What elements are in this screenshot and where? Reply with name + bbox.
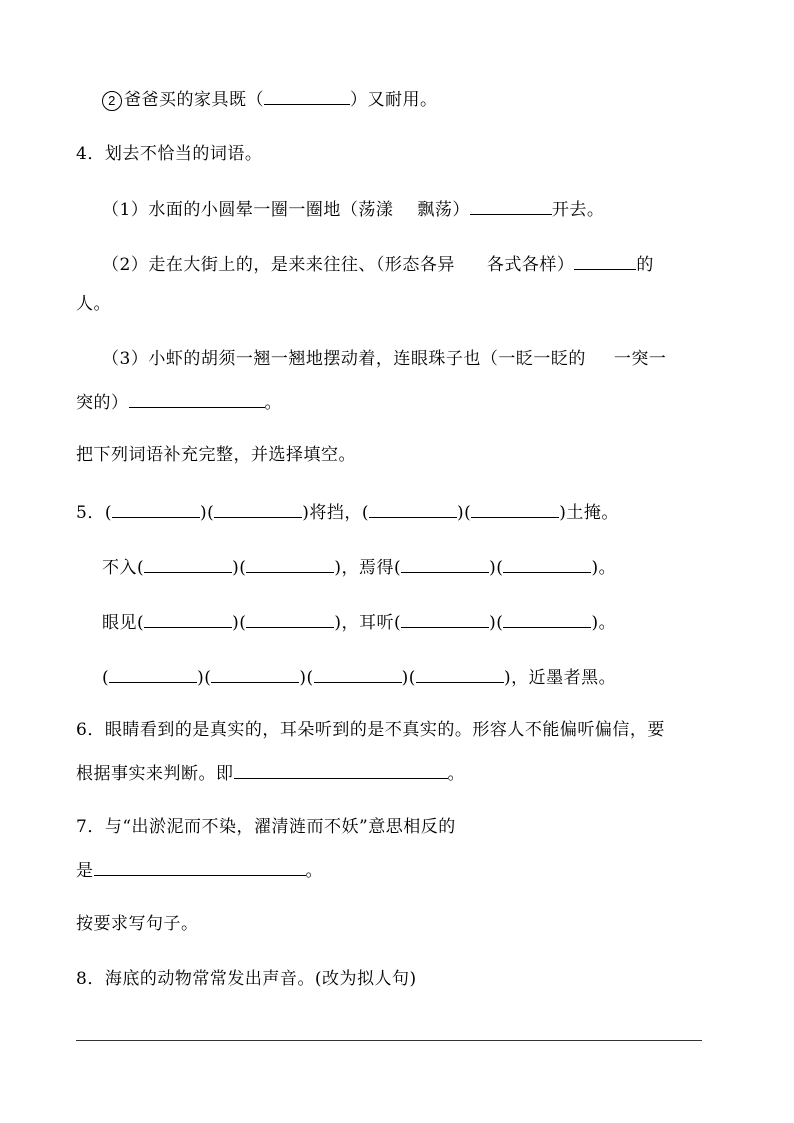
question-number: 5． [76,503,105,523]
question-text: 眼睛看到的是真实的，耳朵听到的是不真实的。形容人不能偏听偏信，要 [104,720,665,740]
question-7-continued [76,857,323,883]
question-5-line-4 [102,664,616,690]
sub-label: （1） [102,200,149,220]
text: )，耳听( [334,613,402,633]
answer-blank[interactable] [129,389,265,408]
section-heading-fill [76,443,356,467]
item-2-text-before: 爸爸买的家具既（ [124,90,264,110]
answer-blank[interactable] [109,664,197,683]
answer-blank[interactable] [112,499,200,518]
paren: )( [299,668,314,688]
question-text: 是 [76,861,94,881]
answer-blank[interactable] [144,609,232,628]
question-6 [76,718,665,742]
question-4-3-continued [76,389,282,415]
question-number: 7． [76,817,105,837]
question-number: 4． [76,144,105,164]
question-4-2-continued [76,292,111,316]
section-text: 把下列词语补充完整，并选择填空。 [76,445,356,465]
sub-text: 小虾的胡须一翘一翘地摆动着，连眼珠子也（一眨一眨的 [148,349,586,369]
question-4-3 [102,347,666,371]
answer-blank[interactable] [503,554,591,573]
answer-blank[interactable] [234,760,448,779]
sub-text-after: 开去。 [551,200,605,220]
question-5-line-2 [102,554,616,580]
section-heading-sentences [76,912,199,936]
text: )将挡，( [302,503,369,523]
text: )土掩。 [559,503,619,523]
answer-blank[interactable] [314,664,402,683]
text: )，焉得( [334,558,402,578]
answer-blank[interactable] [503,609,591,628]
item-2-text-after: ）又耐用。 [350,90,438,110]
answer-blank[interactable] [264,86,350,105]
option-2: 一突一 [613,349,667,369]
question-4-1 [102,196,604,222]
question-5-line-1 [76,499,619,525]
answer-blank[interactable] [471,499,559,518]
question-7 [76,815,456,839]
paren: )( [232,558,247,578]
item-2-line [102,86,438,112]
footer-divider [76,1040,702,1041]
text: 不入( [102,558,145,578]
sub-label: （3） [102,349,149,369]
circled-number-2: 2 [102,91,122,111]
sub-text: 走在大街上的，是来来往往、（形态各异 [148,255,455,275]
question-number: 8． [76,969,105,989]
section-text: 按要求写句子。 [76,914,199,934]
question-text: 根据事实来判断。即 [76,764,234,784]
question-8 [76,967,417,991]
question-text-after: 。 [447,764,465,784]
answer-blank[interactable] [369,499,457,518]
answer-blank[interactable] [214,499,302,518]
paren: )( [489,613,504,633]
answer-blank[interactable] [401,609,489,628]
text: )，近墨者黑。 [503,668,617,688]
answer-blank[interactable] [246,609,334,628]
question-4-2 [102,251,654,277]
sub-text-after: 的 [636,255,654,275]
question-number: 6． [76,720,105,740]
question-6-continued [76,760,465,786]
option-2: 各式各样） [486,255,575,275]
option-2: 飘荡） [417,200,470,220]
question-text: 海底的动物常常发出声音。(改为拟人句) [104,969,417,989]
sub-text: 人。 [76,294,111,314]
text: )。 [591,558,617,578]
question-text: 与“出淤泥而不染，濯清涟而不妖”意思相反的 [104,817,456,837]
question-5-line-3 [102,609,616,635]
paren: )( [401,668,416,688]
sub-text-after: 。 [264,393,282,413]
paren: ( [102,668,110,688]
text: 眼见( [102,613,145,633]
answer-blank[interactable] [401,554,489,573]
question-text: 划去不恰当的词语。 [104,144,263,164]
question-text-after: 。 [305,861,323,881]
answer-blank[interactable] [574,251,636,270]
answer-blank[interactable] [246,554,334,573]
paren: ( [104,503,112,523]
answer-blank[interactable] [416,664,504,683]
sub-text: 突的） [76,393,129,413]
answer-blank[interactable] [94,857,306,876]
answer-blank[interactable] [470,196,552,215]
paren: )( [199,503,215,523]
question-4 [76,142,262,166]
answer-blank[interactable] [211,664,299,683]
paren: )( [489,558,504,578]
paren: )( [197,668,212,688]
paren: )( [457,503,472,523]
paren: )( [232,613,247,633]
answer-blank[interactable] [144,554,232,573]
sub-text: 水面的小圆晕一圈一圈地（荡漾 [148,200,394,220]
text: )。 [591,613,617,633]
sub-label: （2） [102,255,149,275]
